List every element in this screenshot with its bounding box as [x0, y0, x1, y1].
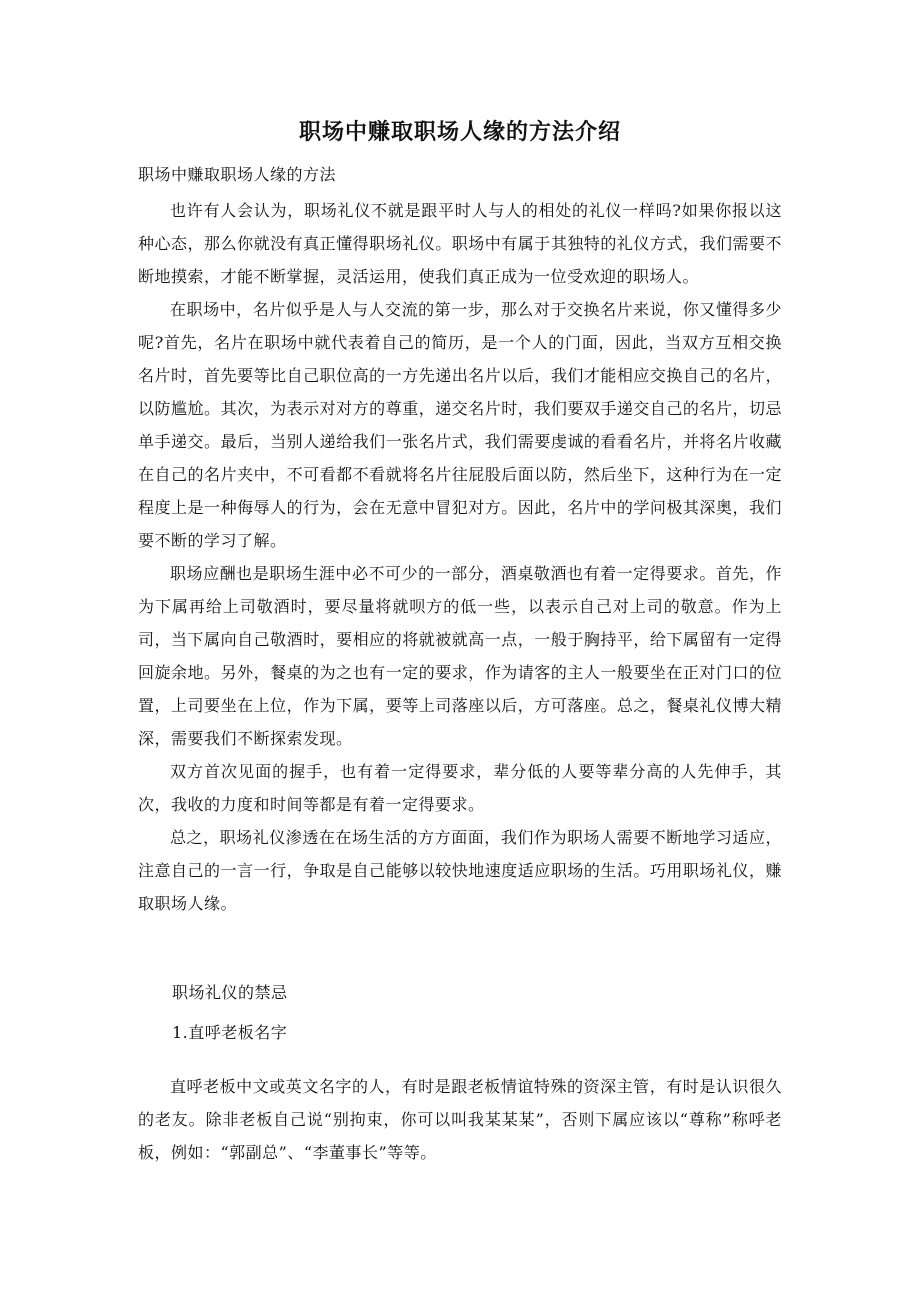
paragraph-dining-toasts: 职场应酬也是职场生涯中必不可少的一部分，酒桌敬酒也有着一定得要求。首先，作为下属再给上司敬酒时，要尽量将就呗方的低一些，以表示自己对上司的敬意。作为上司，当下属向自己敬酒时，要相应的将就被就高一点，一般于胸持平，给下属留有一定得回旋余地。另外，餐桌的为之也有一定的要求，作为请客的主人一般要坐在正对门口的位置，上司要坐在上位，作为下属，要等上司落座以后，方可落座。总之，餐桌礼仪博大精深，需要我们不断探索发现。	[138, 564, 782, 748]
paragraph-business-cards: 在职场中，名片似乎是人与人交流的第一步，那么对于交换名片来说，你又懂得多少呢?首先，名片在职场中就代表着自己的简历，是一个人的门面，因此，当双方互相交换名片时，首先要等比自己职位高的一方先递出名片以后，我们才能相应交换自己的名片，以防尴尬。其次，为表示对对方的尊重，递交名片时，我们要双手递交自己的名片，切忌单手递交。最后，当别人递给我们一张名片式，我们需要虔诚的看看名片，并将名片收藏在自己的名片夹中，不可看都不看就将名片往屁股后面以防，然后坐下，这种行为在一定程度上是一种侮辱人的行为，会在无意中冒犯对方。因此，名片中的学问极其深奥，我们要不断的学习了解。	[138, 300, 782, 550]
section-subheading: 职场中赚取职场人缘的方法	[138, 165, 337, 184]
taboo-item-body	[138, 1070, 782, 1169]
taboo-heading: 职场礼仪的禁忌	[172, 983, 288, 1002]
paragraph-handshake: 双方首次见面的握手，也有着一定得要求，辈分低的人要等辈分高的人先伸手，其次，我收的力度和时间等都是有着一定得要求。	[138, 762, 782, 814]
body-text	[138, 194, 782, 920]
paragraph-conclusion: 总之，职场礼仪渗透在在场生活的方方面面，我们作为职场人需要不断地学习适应，注意自己的一言一行，争取是自己能够以较快地速度适应职场的生活。巧用职场礼仪，赚取职场人缘。	[138, 828, 782, 913]
taboo-item-heading: 1.直呼老板名字	[172, 1023, 288, 1042]
paragraph-etiquette-intro: 也许有人会认为，职场礼仪不就是跟平时人与人的相处的礼仪一样吗?如果你报以这种心态，那么你就没有真正懂得职场礼仪。职场中有属于其独特的礼仪方式，我们需要不断地摸索，才能不断掌握，灵活运用，使我们真正成为一位受欢迎的职场人。	[138, 201, 782, 286]
document-title: 职场中赚取职场人缘的方法介绍	[298, 120, 621, 145]
paragraph-boss-name: 直呼老板中文或英文名字的人，有时是跟老板情谊特殊的资深主管，有时是认识很久的老友。除非老板自己说“别拘束，你可以叫我某某某”，否则下属应该以“尊称”称呼老板，例如：“郭副总”、“李董事长”等等。	[138, 1077, 782, 1162]
